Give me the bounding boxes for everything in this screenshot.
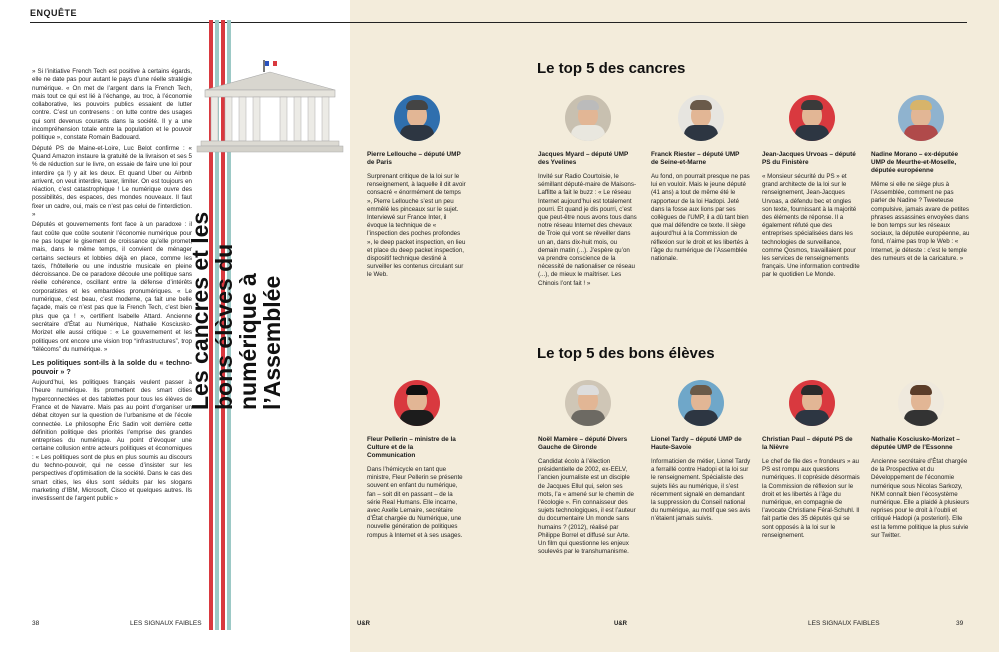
vertical-title [188, 170, 308, 410]
portrait-avatar [394, 95, 440, 141]
person-name: Lionel Tardy – député UMP de Haute-Savoie [651, 436, 742, 451]
folio-page-number: 38 [32, 620, 40, 627]
header-rule [30, 22, 967, 23]
publication-logo: U&R [357, 621, 370, 627]
portrait-avatar [898, 380, 944, 426]
article-paragraph: Députés et gouvernements font face à un paradoxe : il faut coûte que coûte soutenir l’économie numérique pour ne pas louper le gisement de croissance qu’elle promet, mais, dans le même temps, il convient de ménager certains secteurs et lobbies déjà en place, comme les taxis, l’hôtellerie ou une industrie musicale en pleine décroissance. De ce paradoxe découle une politique sans réelle cohérence, oscillant entre la défense d’intérêts corporatistes et les embardées pronumériques. « Le numérique, c’est beau, c’est moderne, ça fait une belle façade, mais ce n’est pas que la French Tech, c’est bien plus que ça ! », certifient Isabelle Attard. Ancienne secrétaire d’État au Numérique, Nathalie Kosciusko-Morizet elle aussi critique : « Le gouvernement et les politiques ont encore une vision trop “infrastructures”, trop “télécoms” du numérique. » [32, 221, 192, 353]
portrait-avatar [898, 95, 944, 141]
person-description: « Monsieur sécurité du PS » et grand architecte de la loi sur le renseignement, Jean-Jacques Urvoas, a défendu bec et ongles son texte, fournissant à la majorité des éléments de réponse. Il a également réfuté que des entreprises spécialisées dans les technologies de surveillance, comme Qosmos, travaillaient pour les services de renseignements français. Une information contredite par le quotidien Le Monde. [762, 173, 860, 279]
portrait-avatar [678, 380, 724, 426]
person-name: Fleur Pellerin – ministre de la Culture et de la Communication [367, 436, 456, 459]
person-name: Christian Paul – député PS de la Nièvre [762, 436, 853, 451]
person-name: Franck Riester – député UMP de Seine-et-Marne [651, 151, 740, 166]
cancres-title: Le top 5 des cancres [537, 60, 686, 77]
article-paragraph: Aujourd’hui, les politiques français veulent passer à l’heure numérique. Ils promettent des smart cities hyperconnectées et des tablettes pour tous les élèves de France et de Navarre. Mais pas au point d’organiser un débat citoyen sur la question de l’urbanisme et de l’école connectée. Le philosophe Éric Sadin voit derrière cette définition politique des priorités l’emprise des grandes entreprises du numérique. Au point d’évoquer une certaine collusion entre acteurs politiques et économiques : « Les politiques sont de plus en plus soumis au discours du techno-pouvoir, qui ne cesse d’insister sur les perspectives d’optimisation de la société. Dans le cas des smart cities, les élus sont séduits par les slogans marketing d’IBM, Microsoft, Cisco et quelques autres. Ils investissent de l’argent public » [32, 379, 192, 503]
publication-logo: U&R [614, 621, 627, 627]
person-description: Informaticien de métier, Lionel Tardy a ferraillé contre Hadopi et la loi sur le renseignement. Spécialiste des sujets liés au numérique, il s’est récemment signalé en demandant la suppression du Conseil national du numérique, au motif que ses avis n’étaient jamais suivis. [651, 458, 751, 523]
folio-label: LES SIGNAUX FAIBLES [808, 620, 880, 627]
eleve-card [871, 380, 971, 540]
eleves-title: Le top 5 des bons élèves [537, 345, 715, 362]
article-paragraph: » Si l’initiative French Tech est positive à certains égards, elle ne date pas pour autant le pays d’une réelle stratégie numérique. « On met de l’argent dans la French Tech, mais tout ce qui est lié à l’échange, au troc, à l’économie collaborative, les pouvoirs publics essaient de lutter contre. C’est un contresens : on lutte contre des usages qui sont devenus courants dans la société. Il y a une incompréhension totale entre la population et le pouvoir politique », constate Romain Badouard. [32, 68, 192, 142]
person-description: Le chef de file des « frondeurs » au PS est rompu aux questions numériques. Il copréside désormais la Commission de réflexion sur le droit et les libertés à l’âge du numérique, en compagnie de l’avocate Christiane Féral-Schuhl. Il fait partie des 35 députés qui se sont opposés à la loi sur le renseignement. [762, 458, 860, 539]
person-name: Nathalie Kosciusko-Morizet – députée UMP de l’Essonne [871, 436, 960, 451]
folio-page-number: 39 [956, 620, 964, 627]
folio-label: LES SIGNAUX FAIBLES [130, 620, 202, 627]
article-body [32, 68, 192, 506]
assembly-building-illustration [195, 60, 345, 160]
cancre-card [871, 95, 971, 263]
eleve-card [651, 380, 751, 524]
person-description: Invité sur Radio Courtoisie, le sémillant député-maire de Maisons-Laffitte a fait le buzz : « Le réseau Internet aujourd’hui est totalement pourri. Et quand je dis pourri, c’est que peut-être nous avons tous dans notre réseau Internet des chevaux de Troie qui vont se réveiller dans un an, dans dix-huit mois, ou demain matin (...). J’espère qu’on va prendre conscience de la nécessité de nationaliser ce réseau (...), de mieux le maîtriser. Les Chinois l’ont fait ! » [538, 173, 637, 287]
person-description: Au fond, on pourrait presque ne pas lui en vouloir. Mais le jeune député (41 ans) a tout de même été le rapporteur de la loi Hadopi. Jeté dans la fosse aux lions par ses collègues de l’UMP, il a dû tant bien que mal défendre ce texte. Il siège aujourd’hui à la Commission de réflexion sur le droit et les libertés à l’âge du numérique de l’Assemblée nationale. [651, 173, 750, 263]
article-subhead: Les politiques sont-ils à la solde du « techno-pouvoir » ? [32, 358, 192, 377]
person-name: Nadine Morano – ex-députée UMP de Meurthe-et-Moselle, députée européenne [871, 151, 959, 174]
cancre-card [538, 95, 638, 288]
portrait-avatar [789, 95, 835, 141]
person-description: Dans l’hémicycle en tant que ministre, Fleur Pellerin se présente souvent en enfant du numérique, fan – soit dit en passant – de la série Real Humans. Elle incarne, avec Axelle Lemaire, secrétaire d’État chargée du Numérique, une nouvelle génération de politiques rompus à Internet et à ses usages. [367, 466, 463, 539]
portrait-avatar [789, 380, 835, 426]
portrait-avatar [565, 95, 611, 141]
person-description: Surprenant critique de la loi sur le renseignement, à laquelle il dit avoir consacré « énormément de temps », Pierre Lellouche s’est un peu emmêlé les pinceaux sur le sujet. Interviewé sur France Inter, il évoque la technique de « l’inspection des poches profondes », le deep packet inspection, en lieu et place du deep packet inspection, dispositif technique destiné à surveiller les contenus circulant sur le Web. [367, 173, 466, 279]
portrait-avatar [394, 380, 440, 426]
person-description: Candidat écolo à l’élection présidentielle de 2002, ex-EELV, l’ancien journaliste est un disciple de Jacques Ellul qui, selon ses mots, l’a « amené sur le chemin de l’écologie ». Fin connaisseur des sujets technologiques, il est l’auteur du documentaire Un monde sans humains ? (2012), réalisé par Philippe Borrel et diffusé sur Arte. Un film qui questionne les enjeux soulevés par le transhumanisme. [538, 458, 636, 556]
person-name: Pierre Lellouche – député UMP de Paris [367, 151, 461, 166]
portrait-avatar [565, 380, 611, 426]
eleve-card [538, 380, 638, 556]
portrait-avatar [678, 95, 724, 141]
article-paragraph: Député PS de Maine-et-Loire, Luc Belot confirme : « Quand Amazon instaure la gratuité de la livraison et ses 5 % de réduction sur le livre, on essaie de faire une loi pour interdire ça !) y ait les deux. Et quand Uber ou Airbnb arrivent, on veut interdire, taxer, limiter. On est toujours en réaction, c’est catastrophique ! Le numérique ouvre des possibilités, des espaces, des mondes nouveaux. Il faut fixer un cadre, oui, mais ce n’est pas celui de l’interdiction. » [32, 144, 192, 219]
person-name: Noël Mamère – député Divers Gauche de Gironde [538, 436, 628, 451]
eleve-card [367, 380, 467, 540]
person-name: Jean-Jacques Urvoas – député PS du Finistère [762, 151, 856, 166]
page-title: Les cancres et les bons élèves du numérique à l’Assemblée [187, 211, 285, 410]
person-description: Même si elle ne siège plus à l’Assemblée, comment ne pas parler de Nadine ? Tweeteuse compulsive, jamais avare de petites phrases assassines envoyées dans le bon temps sur les réseaux sociaux, la députée européenne, au fond, n’aime pas trop le Web : « Internet, je déteste : c’est le temple des rumeurs et de la caricature. » [871, 181, 970, 262]
person-description: Ancienne secrétaire d’État chargée de la Prospective et du Développement de l’économie numérique sous Nicolas Sarkozy, NKM connaît bien l’écosystème numérique. Elle a plaidé à plusieurs reprises pour le droit à l’oubli et critiqué Hadopi (a posteriori). Elle est la femme politique la plus suivie sur Twitter. [871, 458, 970, 539]
cancre-card [651, 95, 751, 263]
cancre-card [367, 95, 467, 280]
cancre-card [762, 95, 862, 280]
eleve-card [762, 380, 862, 540]
person-name: Jacques Myard – député UMP des Yvelines [538, 151, 629, 166]
section-kicker: ENQUÊTE [30, 8, 78, 18]
